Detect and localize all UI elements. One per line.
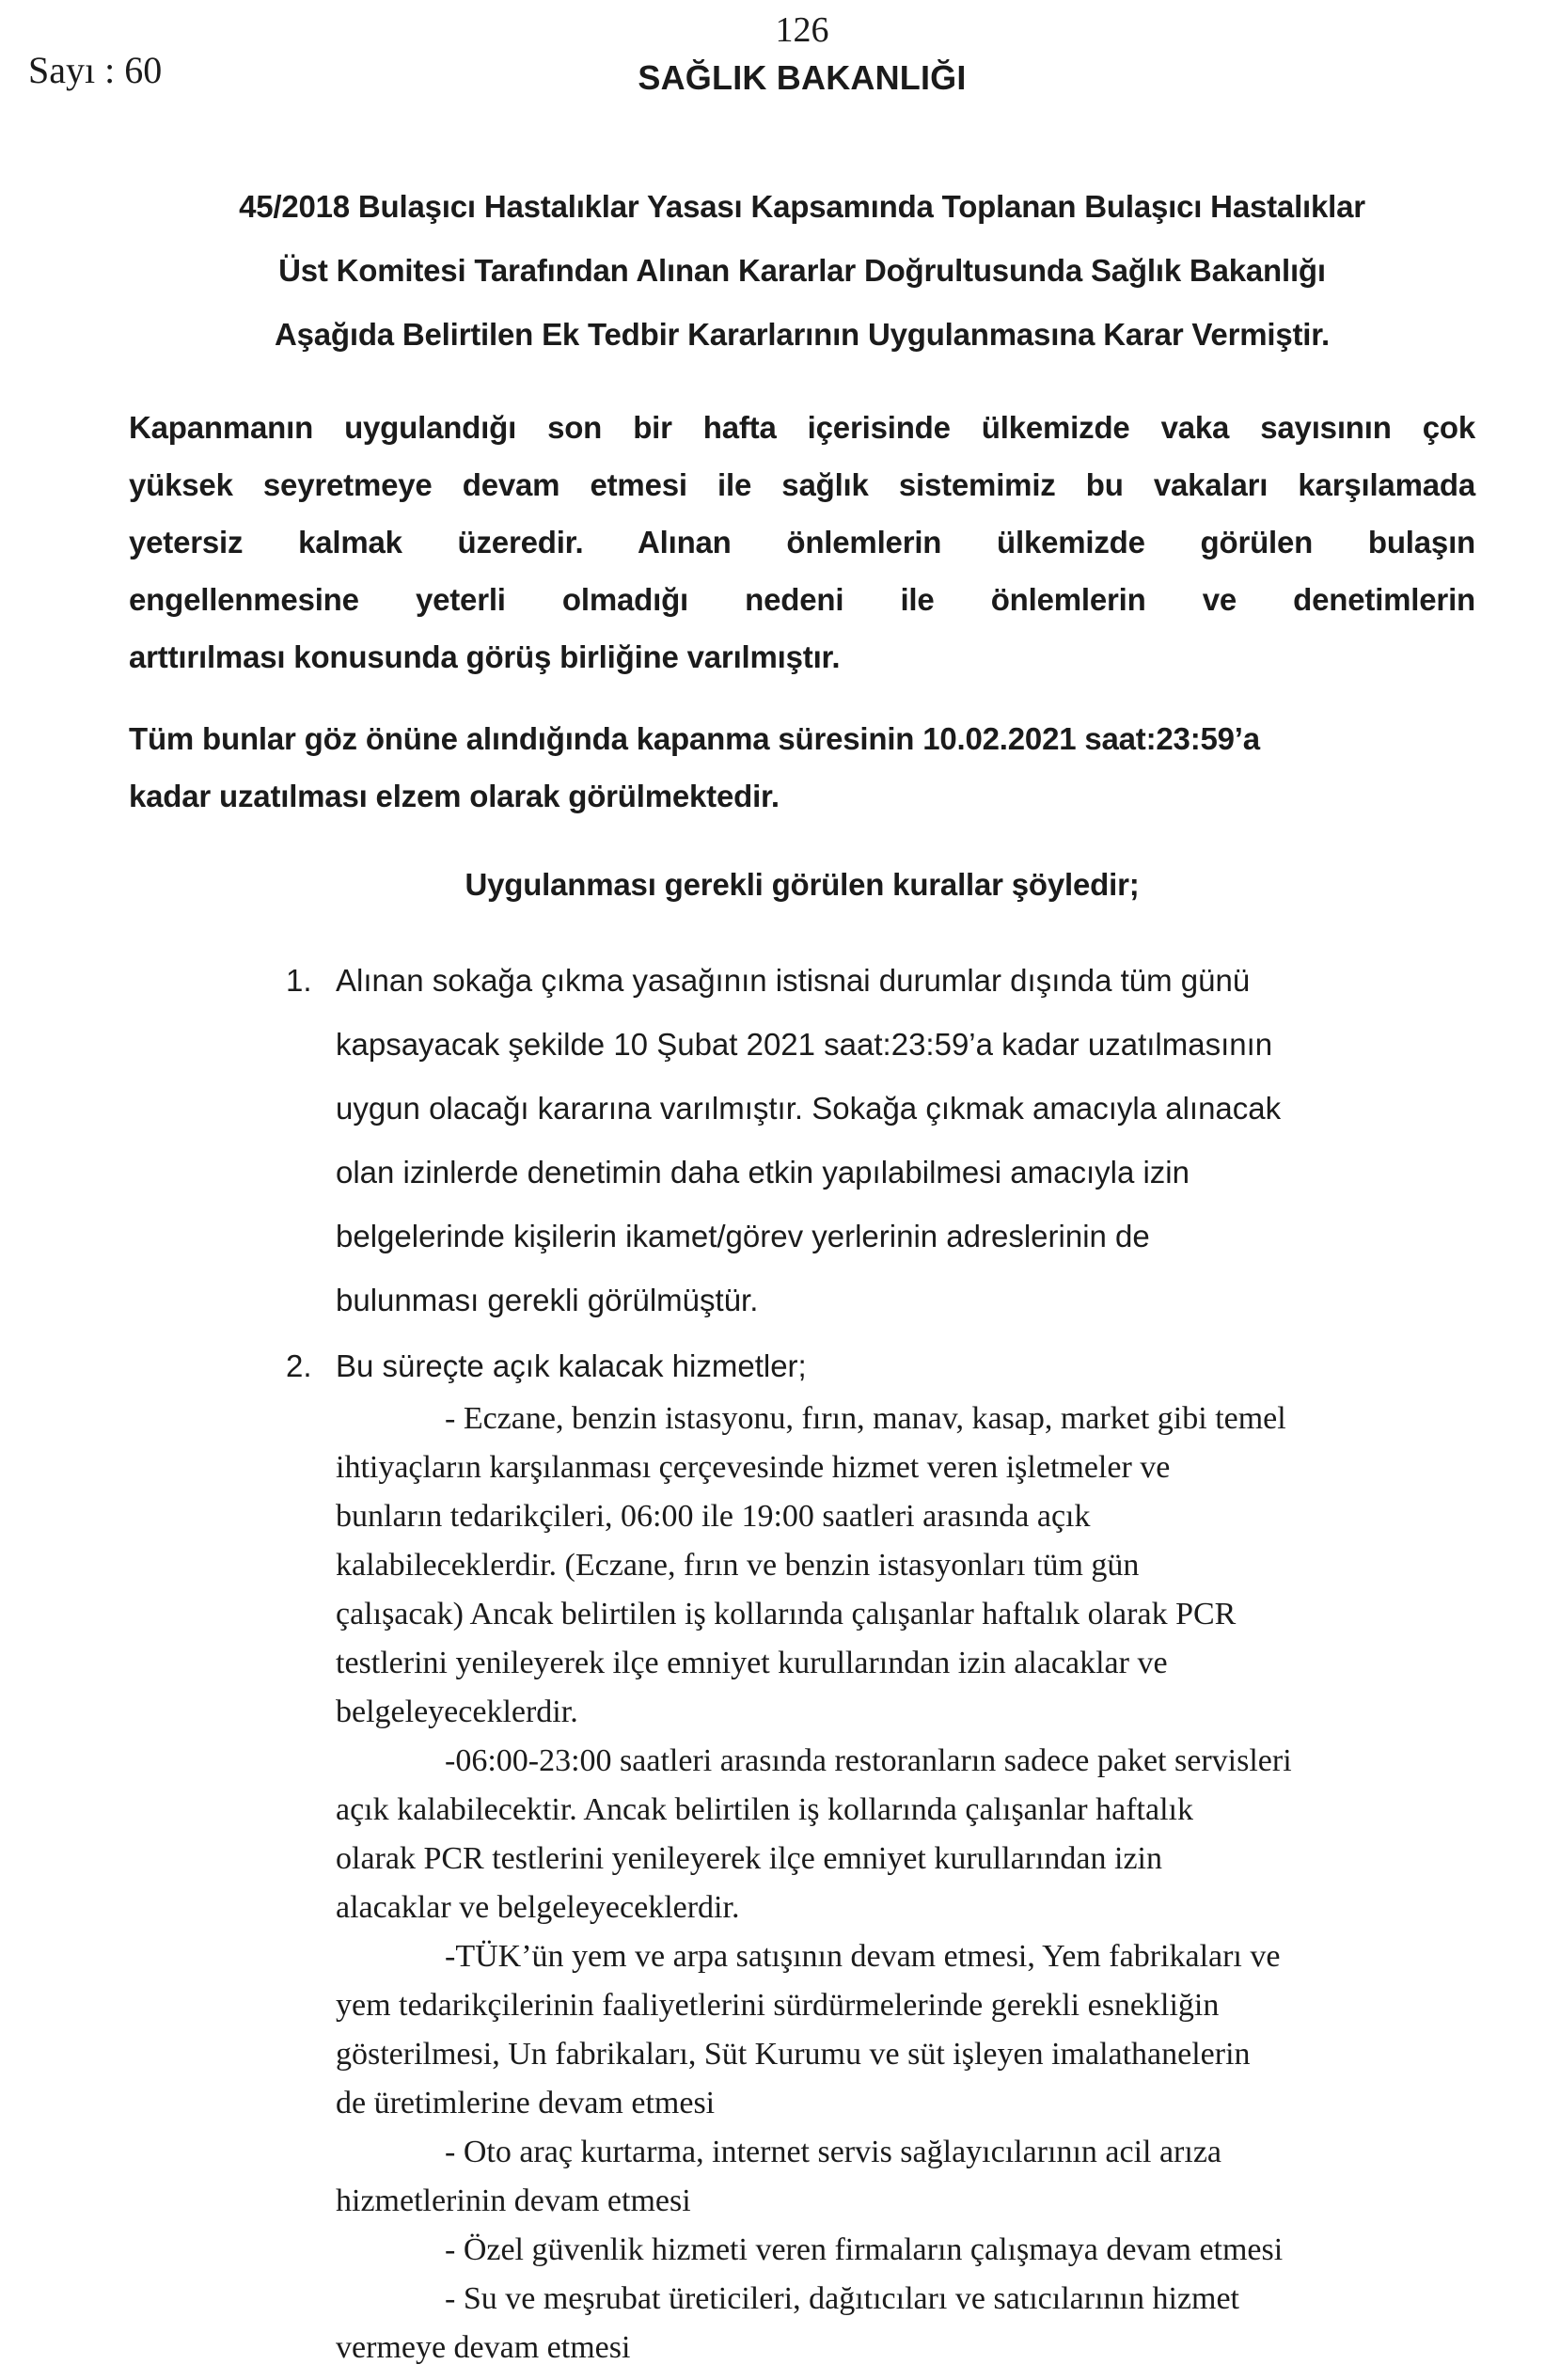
text-line: ihtiyaçların karşılanması çerçevesinde hizmet veren işletmeler ve bbox=[336, 1450, 1171, 1485]
text-line: vermeye devam etmesi bbox=[336, 2330, 631, 2365]
dash-sub-item bbox=[336, 2128, 1475, 2226]
text-line: bulunması gerekli görülmüştür. bbox=[336, 1283, 759, 1317]
text-line: yetersiz kalmak üzeredir. Alınan önlemlerin ülkemizde görülen bulaşın bbox=[129, 525, 1475, 560]
text-line: kadar uzatılması elzem olarak görülmektedir. bbox=[129, 779, 780, 813]
paragraph-closure-reason bbox=[129, 399, 1475, 686]
list-item bbox=[129, 949, 1475, 1332]
paragraph-extension-date bbox=[129, 710, 1475, 825]
dash-sub-item bbox=[336, 2275, 1475, 2372]
text-line: -TÜK’ün yem ve arpa satışının devam etmesi, Yem fabrikaları ve bbox=[445, 1939, 1281, 1974]
list-item-text bbox=[336, 949, 1475, 1332]
text-line: 45/2018 Bulaşıcı Hastalıklar Yasası Kapsamında Toplanan Bulaşıcı Hastalıklar bbox=[239, 189, 1365, 224]
decision-title bbox=[129, 175, 1475, 367]
text-line: - Su ve meşrubat üreticileri, dağıtıcıları ve satıcılarının hizmet bbox=[445, 2281, 1239, 2316]
text-line: - Özel güvenlik hizmeti veren firmaların çalışmaya devam etmesi bbox=[445, 2232, 1284, 2267]
text-line: gösterilmesi, Un fabrikaları, Süt Kurumu ve süt işleyen imalathanelerin bbox=[336, 2037, 1251, 2072]
text-line: Kapanmanın uygulandığı son bir hafta içerisinde ülkemizde vaka sayısının çok bbox=[129, 410, 1475, 445]
text-line: testlerini yenileyerek ilçe emniyet kurullarından izin alacaklar ve bbox=[336, 1646, 1168, 1680]
document-ref-number: Sayı : 60 bbox=[28, 49, 163, 91]
text-line: -06:00-23:00 saatleri arasında restoranların sadece paket servisleri bbox=[445, 1743, 1292, 1778]
text-line: yüksek seyretmeye devam etmesi ile sağlık sistemimiz bu vakaları karşılamada bbox=[129, 467, 1475, 502]
text-line: çalışacak) Ancak belirtilen iş kollarında çalışanlar haftalık olarak PCR bbox=[336, 1597, 1237, 1631]
rules-heading: Uygulanması gerekli görülen kurallar şöyledir; bbox=[465, 867, 1140, 902]
list-item-number: 2. bbox=[286, 1348, 312, 1383]
text-line: açık kalabilecektir. Ancak belirtilen iş kollarında çalışanlar haftalık bbox=[336, 1792, 1193, 1827]
text-line: Bu süreçte açık kalacak hizmetler; bbox=[336, 1348, 807, 1383]
text-line: uygun olacağı kararına varılmıştır. Sokağa çıkmak amacıyla alınacak bbox=[336, 1091, 1282, 1126]
text-line: olarak PCR testlerini yenileyerek ilçe emniyet kurullarından izin bbox=[336, 1841, 1163, 1876]
page-number: 126 bbox=[775, 10, 829, 50]
text-line: alacaklar ve belgeleyeceklerdir. bbox=[336, 1890, 740, 1925]
ministry-heading: SAĞLIK BAKANLIĞI bbox=[638, 58, 967, 97]
text-line: - Eczane, benzin istasyonu, fırın, manav, kasap, market gibi temel bbox=[445, 1401, 1286, 1436]
text-line: engellenmesine yeterli olmadığı nedeni ile önlemlerin ve denetimlerin bbox=[129, 582, 1475, 617]
document-content bbox=[129, 0, 1475, 2372]
text-line: belgeleyeceklerdir. bbox=[336, 1694, 578, 1729]
text-line: Üst Komitesi Tarafından Alınan Kararlar Doğrultusunda Sağlık Bakanlığı bbox=[278, 253, 1326, 288]
dash-sub-item bbox=[336, 1932, 1475, 2128]
list-item-number: 1. bbox=[286, 963, 312, 998]
text-line: belgelerinde kişilerin ikamet/görev yerlerinin adreslerinin de bbox=[336, 1219, 1150, 1253]
text-line: yem tedarikçilerinin faaliyetlerini sürdürmelerinde gerekli esnekliğin bbox=[336, 1988, 1220, 2023]
dash-sub-list bbox=[336, 1395, 1475, 2372]
text-line: de üretimlerine devam etmesi bbox=[336, 2086, 716, 2120]
text-line: Tüm bunlar göz önüne alındığında kapanma süresinin 10.02.2021 saat:23:59’a bbox=[129, 721, 1260, 756]
text-line: arttırılması konusunda görüş birliğine varılmıştır. bbox=[129, 639, 841, 674]
dash-sub-item bbox=[336, 1737, 1475, 1932]
text-line: olan izinlerde denetimin daha etkin yapılabilmesi amacıyla izin bbox=[336, 1155, 1190, 1190]
text-line: kapsayacak şekilde 10 Şubat 2021 saat:23:59’a kadar uzatılmasının bbox=[336, 1027, 1273, 1062]
text-line: hizmetlerinin devam etmesi bbox=[336, 2183, 691, 2218]
text-line: Aşağıda Belirtilen Ek Tedbir Kararlarının Uygulanmasına Karar Vermiştir. bbox=[274, 317, 1331, 352]
text-line: - Oto araç kurtarma, internet servis sağlayıcılarının acil arıza bbox=[445, 2135, 1222, 2169]
text-line: kalabileceklerdir. (Eczane, fırın ve benzin istasyonları tüm gün bbox=[336, 1548, 1140, 1583]
text-line: bunların tedarikçileri, 06:00 ile 19:00 saatleri arasında açık bbox=[336, 1499, 1091, 1534]
text-line: Alınan sokağa çıkma yasağının istisnai durumlar dışında tüm günü bbox=[336, 963, 1251, 998]
list-item-text bbox=[336, 1338, 1475, 1395]
dash-sub-item bbox=[336, 1395, 1475, 1737]
numbered-list bbox=[129, 949, 1475, 1395]
list-item bbox=[129, 1338, 1475, 1395]
dash-sub-item bbox=[336, 2226, 1475, 2275]
